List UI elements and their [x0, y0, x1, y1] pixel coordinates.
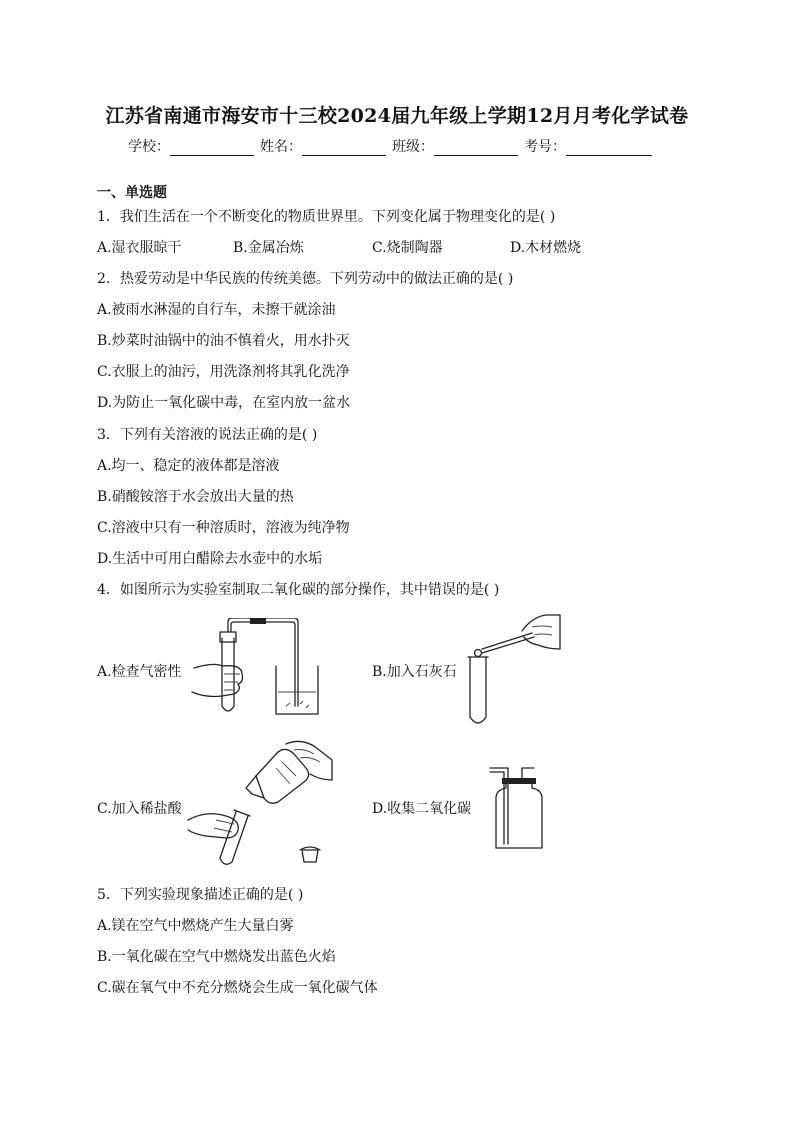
q3-option-d: D.生活中可用白醋除去水壶中的水垢	[97, 551, 323, 567]
name-label: 姓名：	[260, 139, 302, 155]
q4-option-a: A.检查气密性	[97, 664, 182, 680]
examno-blank[interactable]	[566, 141, 652, 156]
name-blank[interactable]	[302, 141, 386, 156]
q3-option-b: B.硝酸铵溶于水会放出大量的热	[97, 489, 294, 505]
q4-option-d: D.收集二氧化碳	[372, 801, 472, 817]
q3-option-c: C.溶液中只有一种溶质时，溶液为纯净物	[97, 520, 350, 536]
q2-option-d: D.为防止一氧化碳中毒，在室内放一盆水	[97, 395, 351, 411]
class-blank[interactable]	[434, 141, 518, 156]
student-info-row	[128, 136, 658, 156]
q5-stem: 5．下列实验现象描述正确的是( )	[97, 887, 304, 903]
q5-option-a: A.镁在空气中燃烧产生大量白雾	[97, 918, 294, 934]
q2-option-a: A.被雨水淋湿的自行车，未擦干就涂油	[97, 302, 336, 318]
collect-co2-figure	[488, 764, 548, 852]
examno-label: 考号：	[524, 139, 566, 155]
q4-option-b: B.加入石灰石	[372, 664, 457, 680]
q4-stem: 4．如图所示为实验室制取二氧化碳的部分操作，其中错误的是( )	[97, 582, 500, 598]
exam-title: 江苏省南通市海安市十三校2024届九年级上学期12月月考化学试卷	[105, 105, 689, 127]
add-limestone-figure	[462, 613, 562, 727]
q1-stem: 1．我们生活在一个不断变化的物质世界里。下列变化属于物理变化的是( )	[97, 209, 556, 225]
q1-option-a: A.湿衣服晾干	[97, 240, 182, 256]
add-hcl-figure	[186, 740, 336, 868]
q1-option-d: D.木材燃烧	[510, 240, 582, 256]
class-label: 班级：	[392, 139, 434, 155]
airtightness-check-figure	[186, 618, 326, 724]
q2-stem: 2．热爱劳动是中华民族的传统美德。下列劳动中的做法正确的是( )	[97, 271, 514, 287]
q1-option-b: B.金属冶炼	[233, 240, 304, 256]
q1-option-c: C.烧制陶器	[372, 240, 443, 256]
q5-option-b: B.一氧化碳在空气中燃烧发出蓝色火焰	[97, 949, 336, 965]
q3-option-a: A.均一、稳定的液体都是溶液	[97, 458, 280, 474]
school-label: 学校：	[128, 139, 170, 155]
q4-option-c: C.加入稀盐酸	[97, 801, 182, 817]
q3-stem: 3．下列有关溶液的说法正确的是( )	[97, 427, 318, 443]
school-blank[interactable]	[170, 141, 254, 156]
q2-option-b: B.炒菜时油锅中的油不慎着火，用水扑灭	[97, 333, 350, 349]
q2-option-c: C.衣服上的油污，用洗涤剂将其乳化洗净	[97, 364, 350, 380]
q5-option-c: C.碳在氧气中不充分燃烧会生成一氧化碳气体	[97, 980, 378, 996]
section-heading: 一、单选题	[97, 185, 167, 201]
